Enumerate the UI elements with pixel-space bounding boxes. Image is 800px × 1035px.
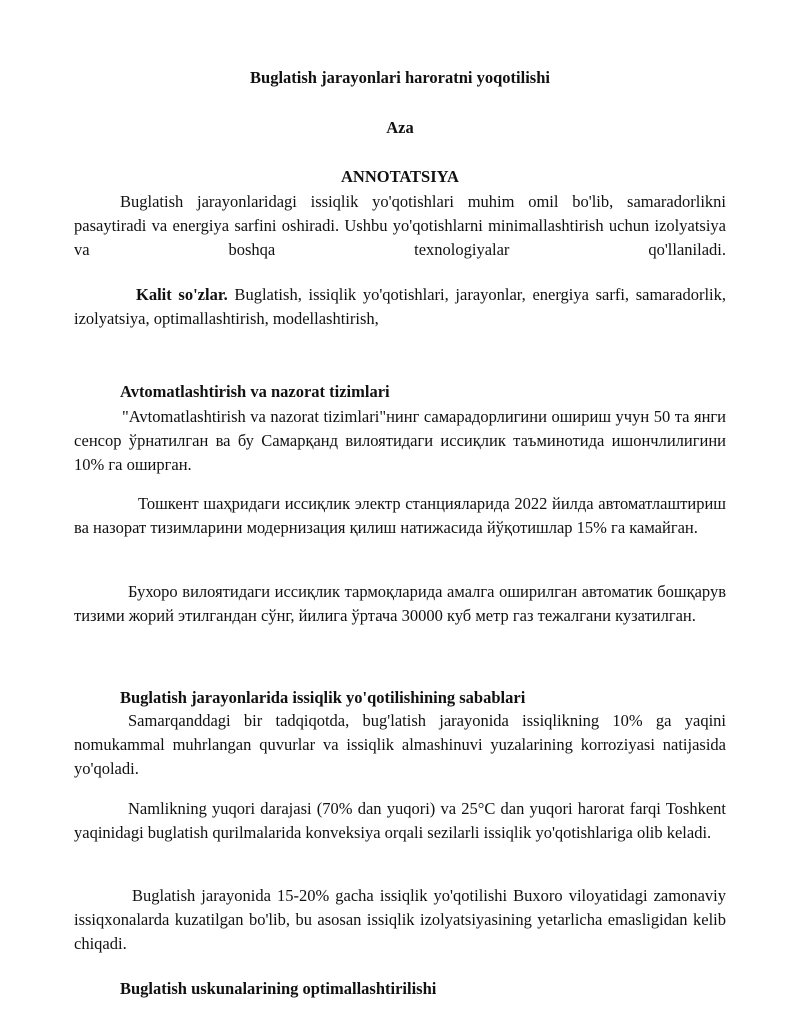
section-paragraph: Samarqanddagi bir tadqiqotda, bug'latish jarayonida issiqlikning 10% ga yaqini nomukammal muhrlangan quvurlar va issiqlik almashinuvi yuzalarining korroziyasi natijasida yo'qoladi. — [74, 711, 726, 778]
keywords-text: Buglatish, issiqlik yo'qotishlari, jarayonlar, energiya sarfi, samaradorlik, izolyatsiya, optimallashtirish, modellashtirish, — [74, 285, 726, 328]
section-paragraph: Тошкент шаҳридаги иссиқлик электр станцияларида 2022 йилда автоматлаштириш ва назорат тизимларини модернизация қилиш натижасида йўқотишлар 15% га камайган. — [74, 494, 726, 537]
section-paragraph: Namlikning yuqori darajasi (70% dan yuqori) va 25°C dan yuqori harorat farqi Toshkent yaqinidagi buglatish qurilmalarida konveksiya orqali sezilarli issiqlik yo'qotishlariga olib keladi. — [74, 799, 726, 842]
section-heading-automation: Avtomatlashtirish va nazorat tizimlari — [120, 382, 390, 401]
keywords-label: Kalit so'zlar. — [136, 285, 228, 304]
section-paragraph: Бухоро вилоятидаги иссиқлик тармоқларида амалга оширилган автоматик бошқарув тизими жорий этилгандан сўнг, йилига ўртача 30000 куб метр газ тежалгани кузатилган. — [74, 582, 726, 625]
section-paragraph: Buglatish jarayonida 15-20% gacha issiqlik yo'qotilishi Buxoro viloyatidagi zamonaviy issiqxonalarda kuzatilgan bo'lib, bu asosan issiqlik izolyatsiyasining yetarlicha emasligidan kelib chiqadi. — [74, 886, 726, 953]
author-name: Aza — [386, 118, 414, 137]
section-heading-optimization: Buglatish uskunalarining optimallashtirilishi — [120, 979, 437, 998]
annotation-heading: ANNOTATSIYA — [341, 167, 459, 186]
keywords-paragraph — [74, 283, 726, 331]
section-heading-causes: Buglatish jarayonlarida issiqlik yo'qotilishining sabablari — [120, 688, 526, 707]
annotation-paragraph: Buglatish jarayonlaridagi issiqlik yo'qotishlari muhim omil bo'lib, samaradorlikni pasaytiradi va energiya sarfini oshiradi. Ushbu yo'qotishlarni minimallashtirish uchun izolyatsiya va boshqa texnologiyalar qo'llaniladi. — [74, 192, 726, 259]
section-paragraph: "Avtomatlashtirish va nazorat tizimlari"нинг самарадорлигини ошириш учун 50 та янги сенсор ўрнатилган ва бу Самарқанд вилоятидаги иссиқлик таъминотида ишончлилигини 10% га оширган. — [74, 407, 726, 474]
document-title: Buglatish jarayonlari haroratni yoqotilishi — [250, 68, 550, 87]
